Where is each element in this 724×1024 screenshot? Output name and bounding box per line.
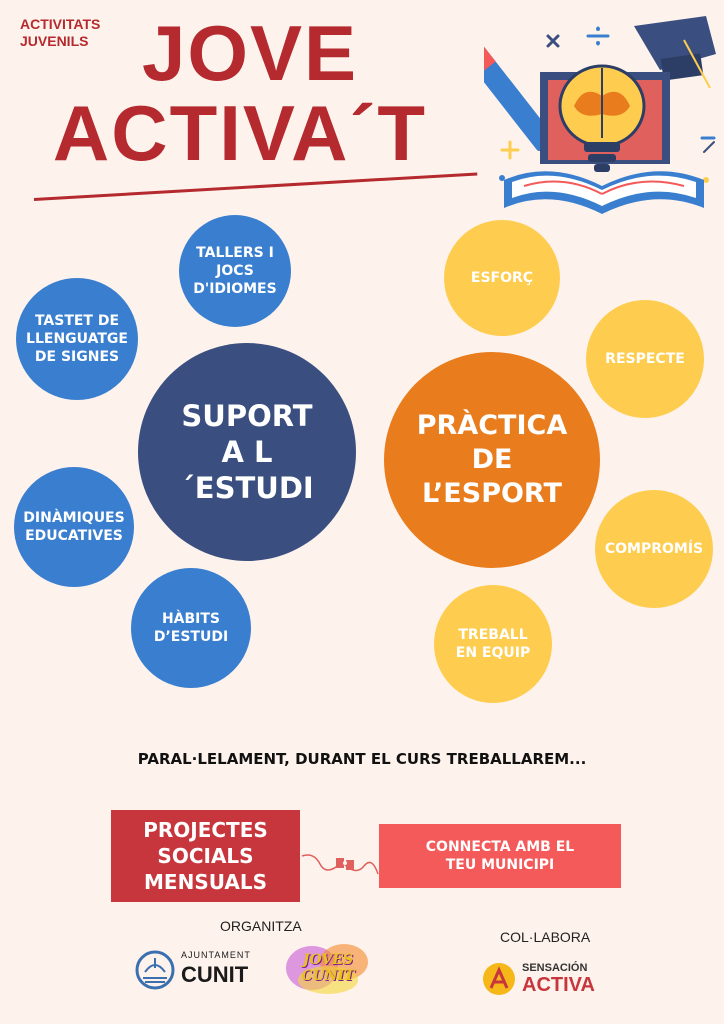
sport-center-label: PRÀCTICA DE L’ESPORT [416,410,568,509]
study-item-label: TASTET DE LLENGUATGE DE SIGNES [26,313,128,365]
study-item-circle [16,278,138,400]
ajuntament-big-text: CUNIT [181,962,249,987]
joves-logo-text: JOVES CUNIT [301,952,355,984]
ajuntament-logo-icon [135,950,175,990]
sensacion-small-text: SENSACIÓN [522,962,588,974]
eyebrow-text: ACTIVITATS JUVENILS [20,16,101,49]
puzzle-connector-icon [300,840,380,884]
connect-label: CONNECTA AMB EL TEU MUNICIPI [425,839,575,873]
study-center-circle [138,343,356,561]
sport-center-circle [384,352,600,568]
sensacion-big-text: ACTIVA [522,974,595,996]
sensacion-activa-logo-icon [482,962,516,996]
study-item-label: HÀBITS D’ESTUDI [153,611,229,645]
study-item-label: TALLERS I JOCS D'IDIOMES [193,245,277,297]
brain-book-illustration [484,10,720,218]
study-item-label: DINÀMIQUES EDUCATIVES [23,510,125,544]
projects-label: PROJECTES SOCIALS MENSUALS [143,818,268,894]
ajuntament-small-text: AJUNTAMENT [181,950,251,960]
study-center-label: SUPORT A L´ESTUDI [180,399,314,505]
projects-box [111,810,300,902]
sport-item-circle [444,220,560,336]
title-line-2: ACTIVA´T [52,89,428,177]
study-item-circle [131,568,251,688]
sport-item-circle [595,490,713,608]
tagline: PARAL·LELAMENT, DURANT EL CURS TREBALLAREM... [137,750,587,768]
study-item-circle [14,467,134,587]
study-item-circle [179,215,291,327]
title-line-1: JOVE [141,9,359,97]
sport-item-label: ESFORÇ [470,270,534,286]
sensacion-activa-logo [482,960,602,1000]
sport-item-circle [434,585,552,703]
sport-item-label: RESPECTE [605,351,685,367]
connect-box [379,824,621,888]
colabora-label: COL·LABORA [500,929,591,945]
sport-item-label: TREBALL EN EQUIP [455,627,531,661]
sport-item-label: COMPROMÍS [604,541,704,557]
ajuntament-logo [135,948,251,992]
joves-cunit-logo [282,938,374,1002]
organitza-label: ORGANITZA [220,918,302,934]
sport-item-circle [586,300,704,418]
